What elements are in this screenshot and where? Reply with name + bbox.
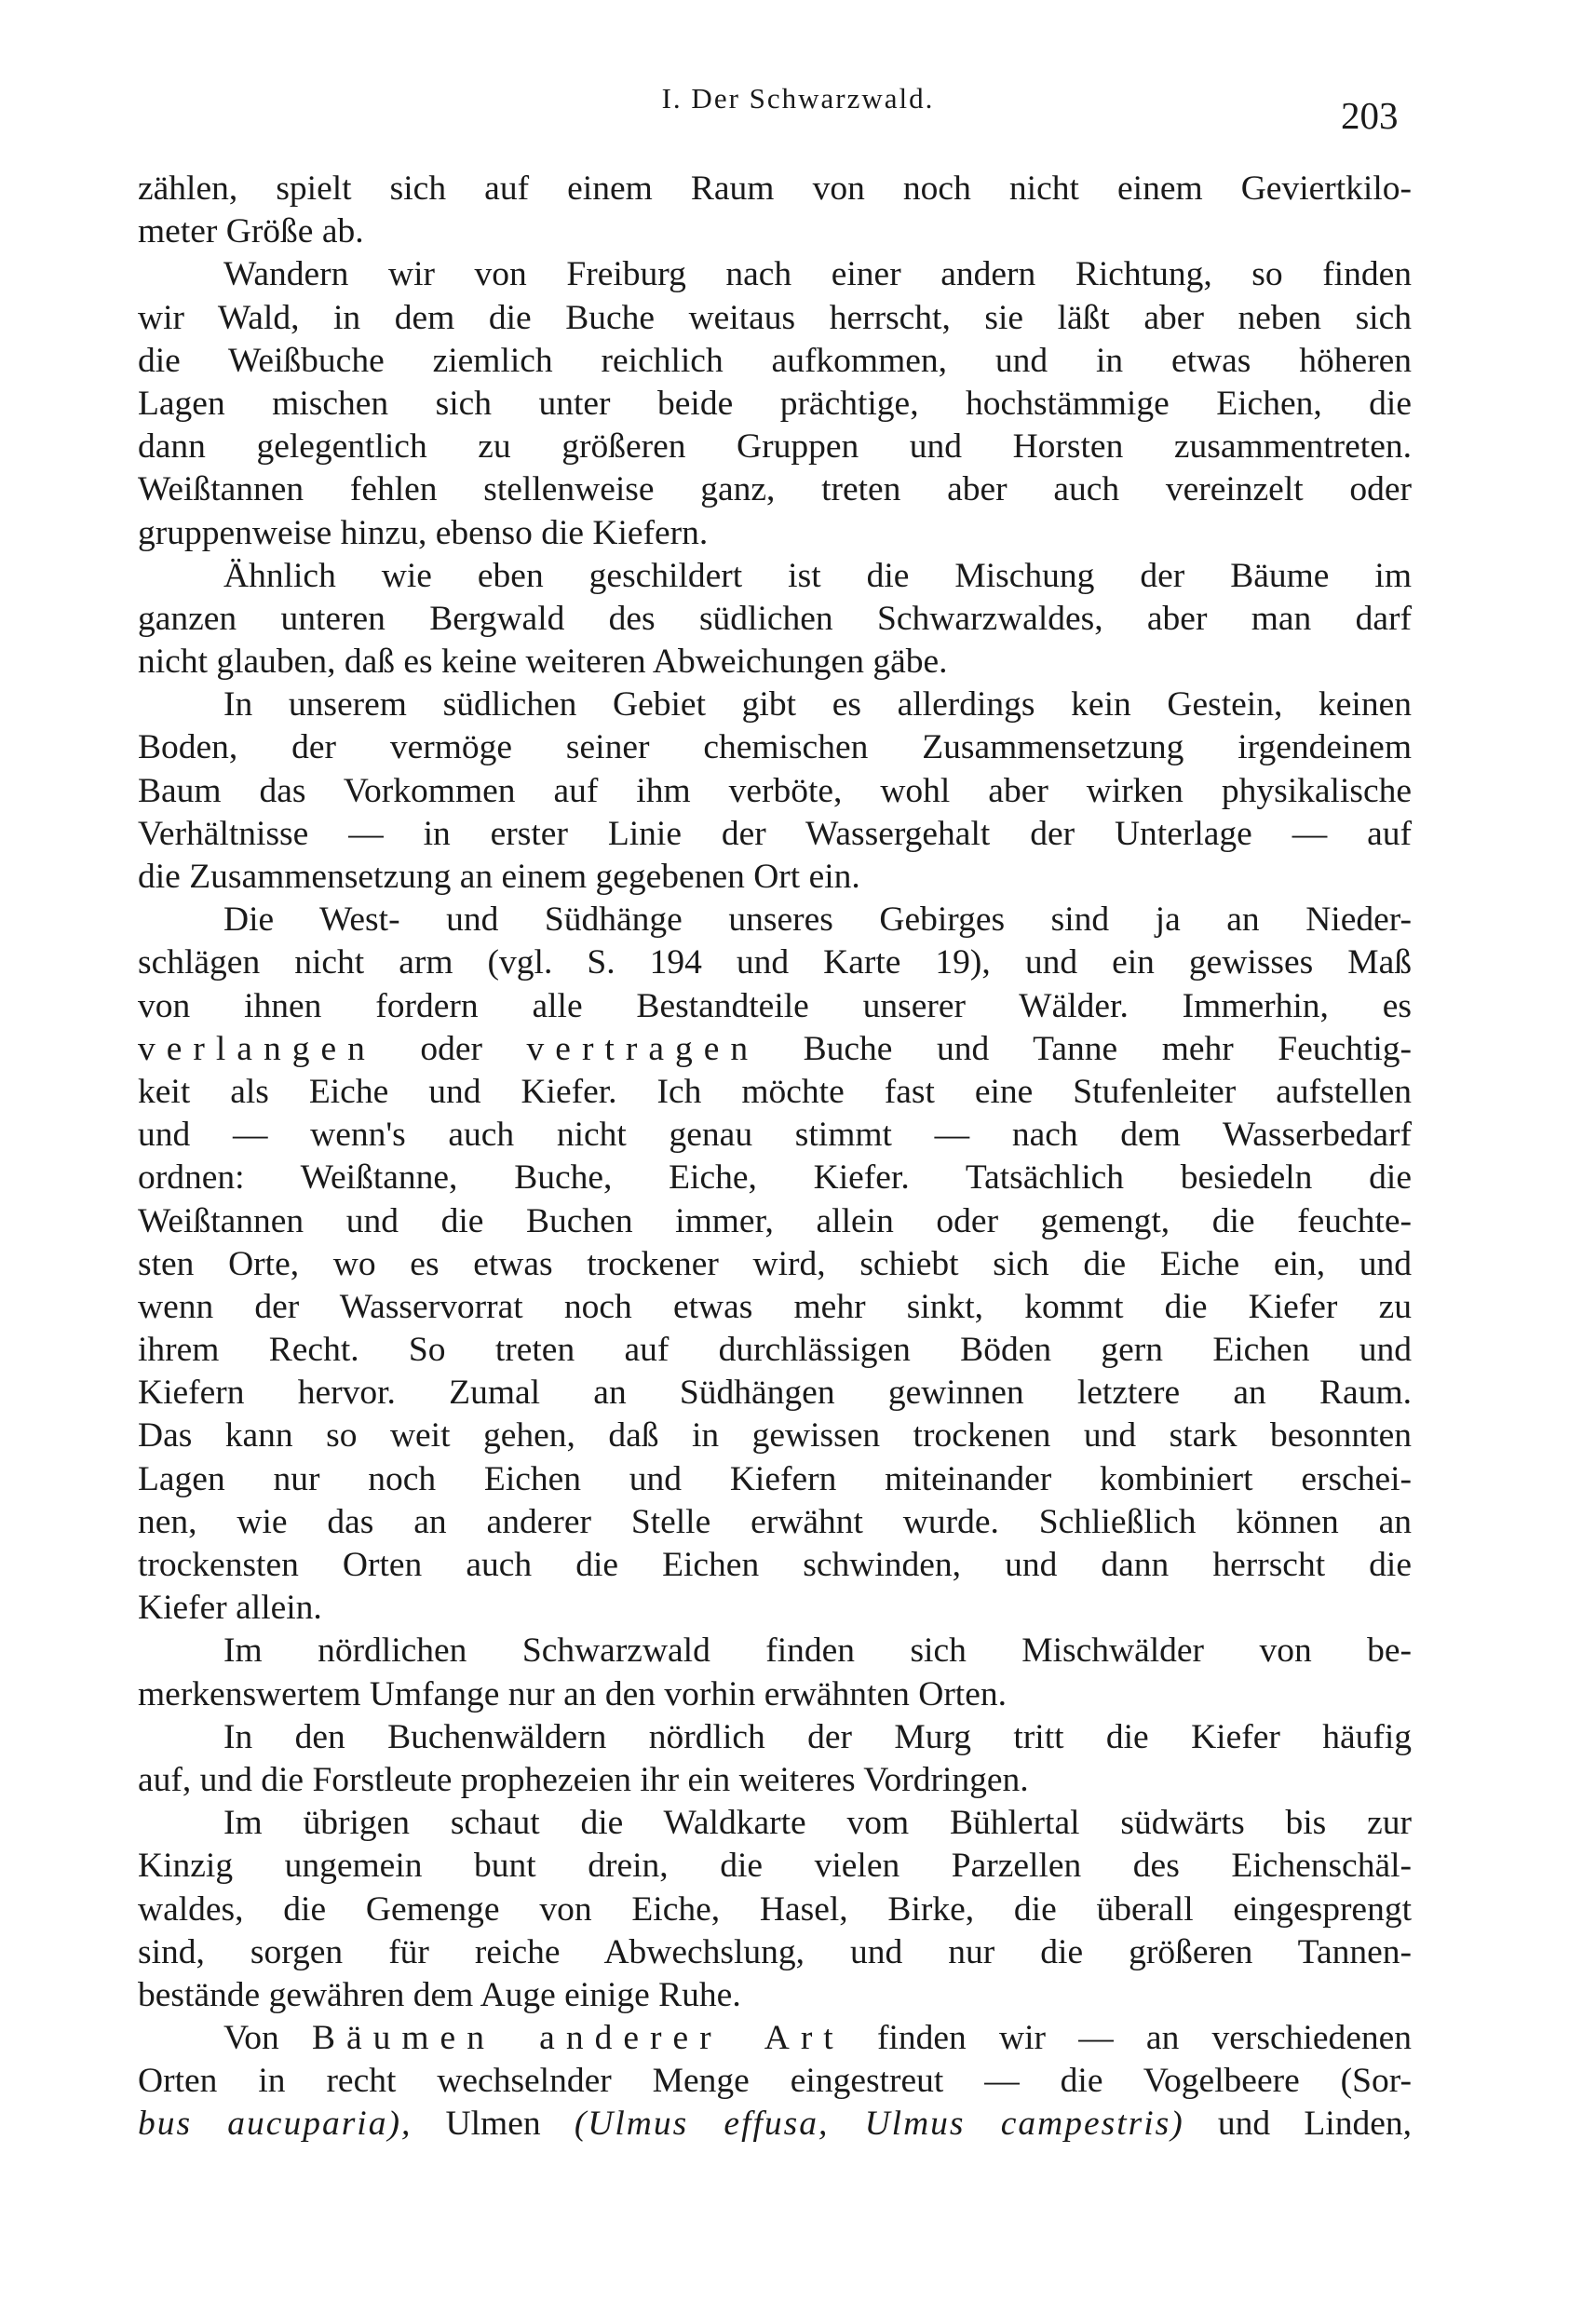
text-line [138, 2017, 1412, 2060]
running-head: I. Der Schwarzwald. [661, 82, 935, 115]
text-line: wir Wald, in dem die Buche weitaus herrscht, sie läßt aber neben sich [138, 298, 1412, 337]
text-line: Im übrigen schaut die Waldkarte vom Bühlertal südwärts bis zur [223, 1804, 1412, 1843]
text-line: Orten in recht wechselnder Menge eingestreut — die Vogelbeere (Sor- [138, 2062, 1412, 2101]
text-line: In den Buchenwäldern nördlich der Murg tritt die Kiefer häufig [223, 1717, 1412, 1756]
text-line: meter Größe ab. [138, 212, 364, 251]
italic-run: (Ulmus effusa, Ulmus campestris) [574, 2105, 1184, 2144]
text-line: ihrem Recht. So treten auf durchlässigen Böden gern Eichen und [138, 1331, 1412, 1370]
body-text [138, 168, 1412, 2146]
text-run: Buche und Tanne mehr Feuchtig- [759, 1029, 1412, 1068]
spaced-word: vertragen [526, 1029, 760, 1068]
text-line: Ähnlich wie eben geschildert ist die Mischung der Bäume im [223, 556, 1412, 595]
text-run: Von [223, 2019, 312, 2058]
text-line: von ihnen fordern alle Bestandteile unserer Wälder. Immerhin, es [138, 986, 1412, 1025]
text-line: sind, sorgen für reiche Abwechslung, und nur die größeren Tannen- [138, 1932, 1412, 1971]
text-line: ganzen unteren Bergwald des südlichen Schwarzwaldes, aber man darf [138, 599, 1412, 638]
text-line: Verhältnisse — in erster Linie der Wassergehalt der Unterlage — auf [138, 814, 1412, 853]
text-line: Baum das Vorkommen auf ihm verböte, wohl aber wirken physikalische [138, 771, 1412, 810]
text-line: die Weißbuche ziemlich reichlich aufkommen, und in etwas höheren [138, 341, 1412, 380]
text-line: zählen, spielt sich auf einem Raum von noch nicht einem Geviertkilo- [138, 169, 1412, 208]
text-line: ordnen: Weißtanne, Buche, Eiche, Kiefer. Tatsächlich besiedeln die [138, 1158, 1412, 1198]
text-line: In unserem südlichen Gebiet gibt es allerdings kein Gestein, keinen [223, 685, 1412, 724]
italic-run: bus aucuparia), [138, 2105, 413, 2144]
text-line: waldes, die Gemenge von Eiche, Hasel, Birke, die überall eingesprengt [138, 1889, 1412, 1929]
text-line: bestände gewähren dem Auge einige Ruhe. [138, 1975, 741, 2014]
text-line: die Zusammensetzung an einem gegebenen Ort ein. [138, 858, 860, 896]
text-line: gruppenweise hinzu, ebenso die Kiefern. [138, 513, 709, 552]
text-line: Das kann so weit gehen, daß in gewissen trockenen und stark besonnten [138, 1416, 1412, 1456]
text-line: Im nördlichen Schwarzwald finden sich Mischwälder von be- [223, 1632, 1412, 1671]
text-line: dann gelegentlich zu größeren Gruppen und Horsten zusammentreten. [138, 427, 1412, 467]
text-run: und Linden, [1183, 2105, 1412, 2144]
text-line: trockensten Orten auch die Eichen schwinden, und dann herrscht die [138, 1546, 1412, 1584]
text-line: sten Orte, wo es etwas trockener wird, schiebt sich die Eiche ein, und [138, 1244, 1412, 1283]
text-line [138, 2103, 1412, 2146]
text-line: keit als Eiche und Kiefer. Ich möchte fast eine Stufenleiter aufstellen [138, 1072, 1412, 1111]
text-line [138, 1028, 1412, 1071]
page-number: 203 [1341, 94, 1399, 137]
text-line: schlägen nicht arm (vgl. S. 194 und Karte 19), und ein gewisses Maß [138, 943, 1412, 982]
text-line: Die West- und Südhänge unseres Gebirges sind ja an Nieder- [223, 900, 1412, 940]
text-line: Wandern wir von Freiburg nach einer andern Richtung, so finden [223, 255, 1412, 294]
text-line: nen, wie das an anderer Stelle erwähnt wurde. Schließlich können an [138, 1502, 1412, 1541]
text-line: Boden, der vermöge seiner chemischen Zusammensetzung irgendeinem [138, 728, 1412, 767]
text-run: oder [375, 1029, 527, 1068]
text-run: Ulmen [412, 2105, 575, 2144]
text-line: und — wenn's auch nicht genau stimmt — nach dem Wasserbedarf [138, 1116, 1412, 1155]
text-line: Kinzig ungemein bunt drein, die vielen Parzellen des Eichenschäl- [138, 1847, 1412, 1886]
text-run: finden wir — an verschiedenen [844, 2019, 1413, 2058]
text-line: Lagen nur noch Eichen und Kiefern miteinander kombiniert erschei- [138, 1459, 1412, 1498]
text-line: merkenswertem Umfange nur an den vorhin erwähnten Orten. [138, 1674, 1007, 1713]
text-line: auf, und die Forstleute prophezeien ihr ein weiteres Vordringen. [138, 1760, 1029, 1799]
text-line: Kiefer allein. [138, 1589, 322, 1628]
spaced-word: verlangen [138, 1029, 376, 1068]
text-line: wenn der Wasservorrat noch etwas mehr sinkt, kommt die Kiefer zu [138, 1287, 1412, 1326]
spaced-phrase: Bäumen anderer Art [311, 2019, 845, 2058]
text-line: Kiefern hervor. Zumal an Südhängen gewinnen letztere an Raum. [138, 1374, 1412, 1413]
text-line: Weißtannen fehlen stellenweise ganz, treten aber auch vereinzelt oder [138, 470, 1412, 509]
text-line: nicht glauben, daß es keine weiteren Abweichungen gäbe. [138, 643, 948, 682]
text-line: Weißtannen und die Buchen immer, allein oder gemengt, die feuchte- [138, 1201, 1412, 1240]
text-line: Lagen mischen sich unter beide prächtige, hochstämmige Eichen, die [138, 384, 1412, 423]
